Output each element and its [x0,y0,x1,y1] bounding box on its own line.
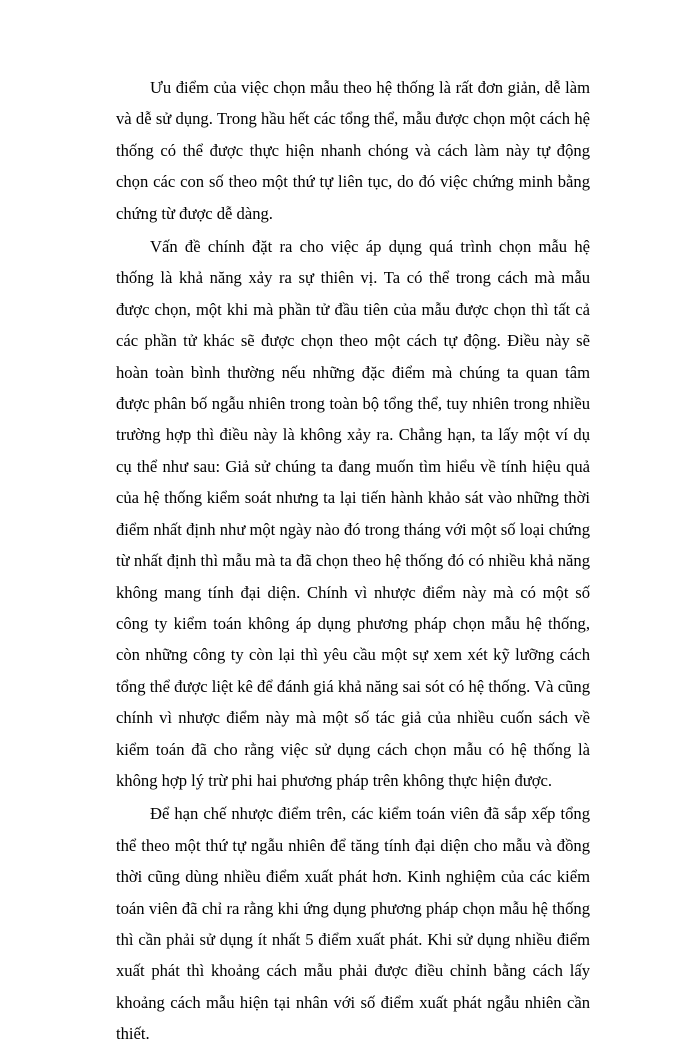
paragraph-mitigation: Để hạn chế nhược điểm trên, các kiểm toán viên đã sắp xếp tổng thể theo một thứ tự ngẫu nhiên để tăng tính đại diện cho mẫu và đồng thời cũng dùng nhiều điểm xuất phát hơn. Kinh nghiệm của các kiểm toán viên đã chỉ ra rằng khi ứng dụng phương pháp chọn mẫu hệ thống thì cần phải sử dụng ít nhất 5 điểm xuất phát. Khi sử dụng nhiều điểm xuất phát thì khoảng cách mẫu phải được điều chỉnh bằng cách lấy khoảng cách mẫu hiện tại nhân với số điểm xuất phát ngẫu nhiên cần thiết. [116,804,590,1044]
paragraph-bias-issue: Vấn đề chính đặt ra cho việc áp dụng quá trình chọn mẫu hệ thống là khả năng xảy ra sự thiên vị. Ta có thể trong cách mà mẫu được chọn, một khi mà phần tử đầu tiên của mẫu được chọn thì tất cả các phần tử khác sẽ được chọn theo một cách tự động. Điều này sẽ hoàn toàn bình thường nếu những đặc điểm mà chúng ta quan tâm được phân bố ngẫu nhiên trong toàn bộ tổng thể, tuy nhiên trong nhiều trường hợp thì điều này là không xảy ra. Chẳng hạn, ta lấy một ví dụ cụ thể như sau: Giả sử chúng ta đang muốn tìm hiểu về tính hiệu quả của hệ thống kiểm soát nhưng ta lại tiến hành khảo sát vào những thời điểm nhất định như một ngày nào đó trong tháng với một số loại chứng từ nhất định thì mẫu mà ta đã chọn theo hệ thống đó có nhiều khả năng không mang tính đại diện. Chính vì nhược điểm này mà có một số công ty kiểm toán không áp dụng phương pháp chọn mẫu hệ thống, còn những công ty còn lại thì yêu cầu một sự xem xét kỹ lưỡng cách tổng thể được liệt kê để đánh giá khả năng sai sót có hệ thống. Và cũng chính vì nhược điểm này mà một số tác giả của nhiều cuốn sách về kiểm toán đã cho rằng việc sử dụng cách chọn mẫu có hệ thống là không hợp lý trừ phi hai phương pháp trên không thực hiện được. [116,237,590,790]
paragraph-advantages: Ưu điểm của việc chọn mẫu theo hệ thống là rất đơn giản, dễ làm và dễ sử dụng. Trong hầu hết các tổng thể, mẫu được chọn một cách hệ thống có thể được thực hiện nhanh chóng và cách làm này tự động chọn các con số theo một thứ tự liên tục, do đó việc chứng minh bằng chứng từ được dễ dàng. [116,78,590,223]
document-body [116,72,590,1052]
